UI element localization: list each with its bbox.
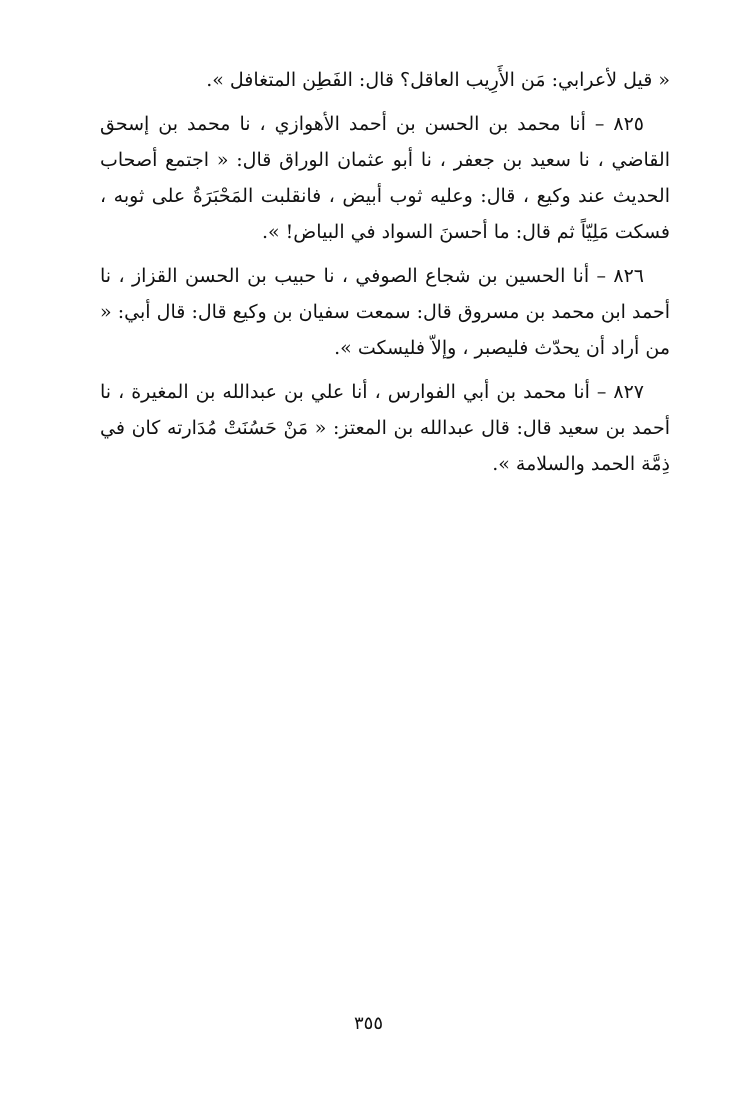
- paragraph-entry-826: [100, 258, 670, 366]
- paragraph-text: – أنا الحسين بن شجاع الصوفي ، نا حبيب بن الحسن القزاز ، نا أحمد ابن محمد بن مسروق قال: سمعت سفيان بن وكيع قال: قال أبي: « من أراد أن يحدّث فليصبر ، وإلاّ فليسكت ».: [100, 265, 670, 359]
- page-number: ٣٥٥: [353, 1013, 383, 1034]
- paragraph-entry-827: [100, 374, 670, 482]
- entry-number: ٨٢٧: [613, 381, 644, 403]
- text-body: [100, 62, 670, 490]
- entry-number: ٨٢٦: [613, 265, 645, 287]
- entry-number: ٨٢٥: [613, 113, 644, 135]
- paragraph-text: – أنا محمد بن الحسن بن أحمد الأهوازي ، نا محمد بن إسحق القاضي ، نا سعيد بن جعفر ، نا أبو عثمان الوراق قال: « اجتمع أصحاب الحديث عند وكيع ، قال: وعليه ثوب أبيض ، فانقلبت المَحْبَرَةُ على ثوبه ، فسكت مَلِيّاً ثم قال: ما أحسنَ السواد في البياض! ».: [100, 113, 670, 243]
- paragraph-continuation: [100, 62, 670, 98]
- paragraph-text: – أنا محمد بن أبي الفوارس ، أنا علي بن عبدالله بن المغيرة ، نا أحمد بن سعيد قال: قال عبدالله بن المعتز: « مَنْ حَسُنَتْ مُدَارته كان في ذِمَّة الحمد والسلامة ».: [100, 381, 670, 475]
- paragraph-entry-825: [100, 106, 670, 250]
- paragraph-text: « قيل لأعرابي: مَن الأَرِيب العاقل؟ قال: الفَطِن المتغافل ».: [206, 69, 670, 91]
